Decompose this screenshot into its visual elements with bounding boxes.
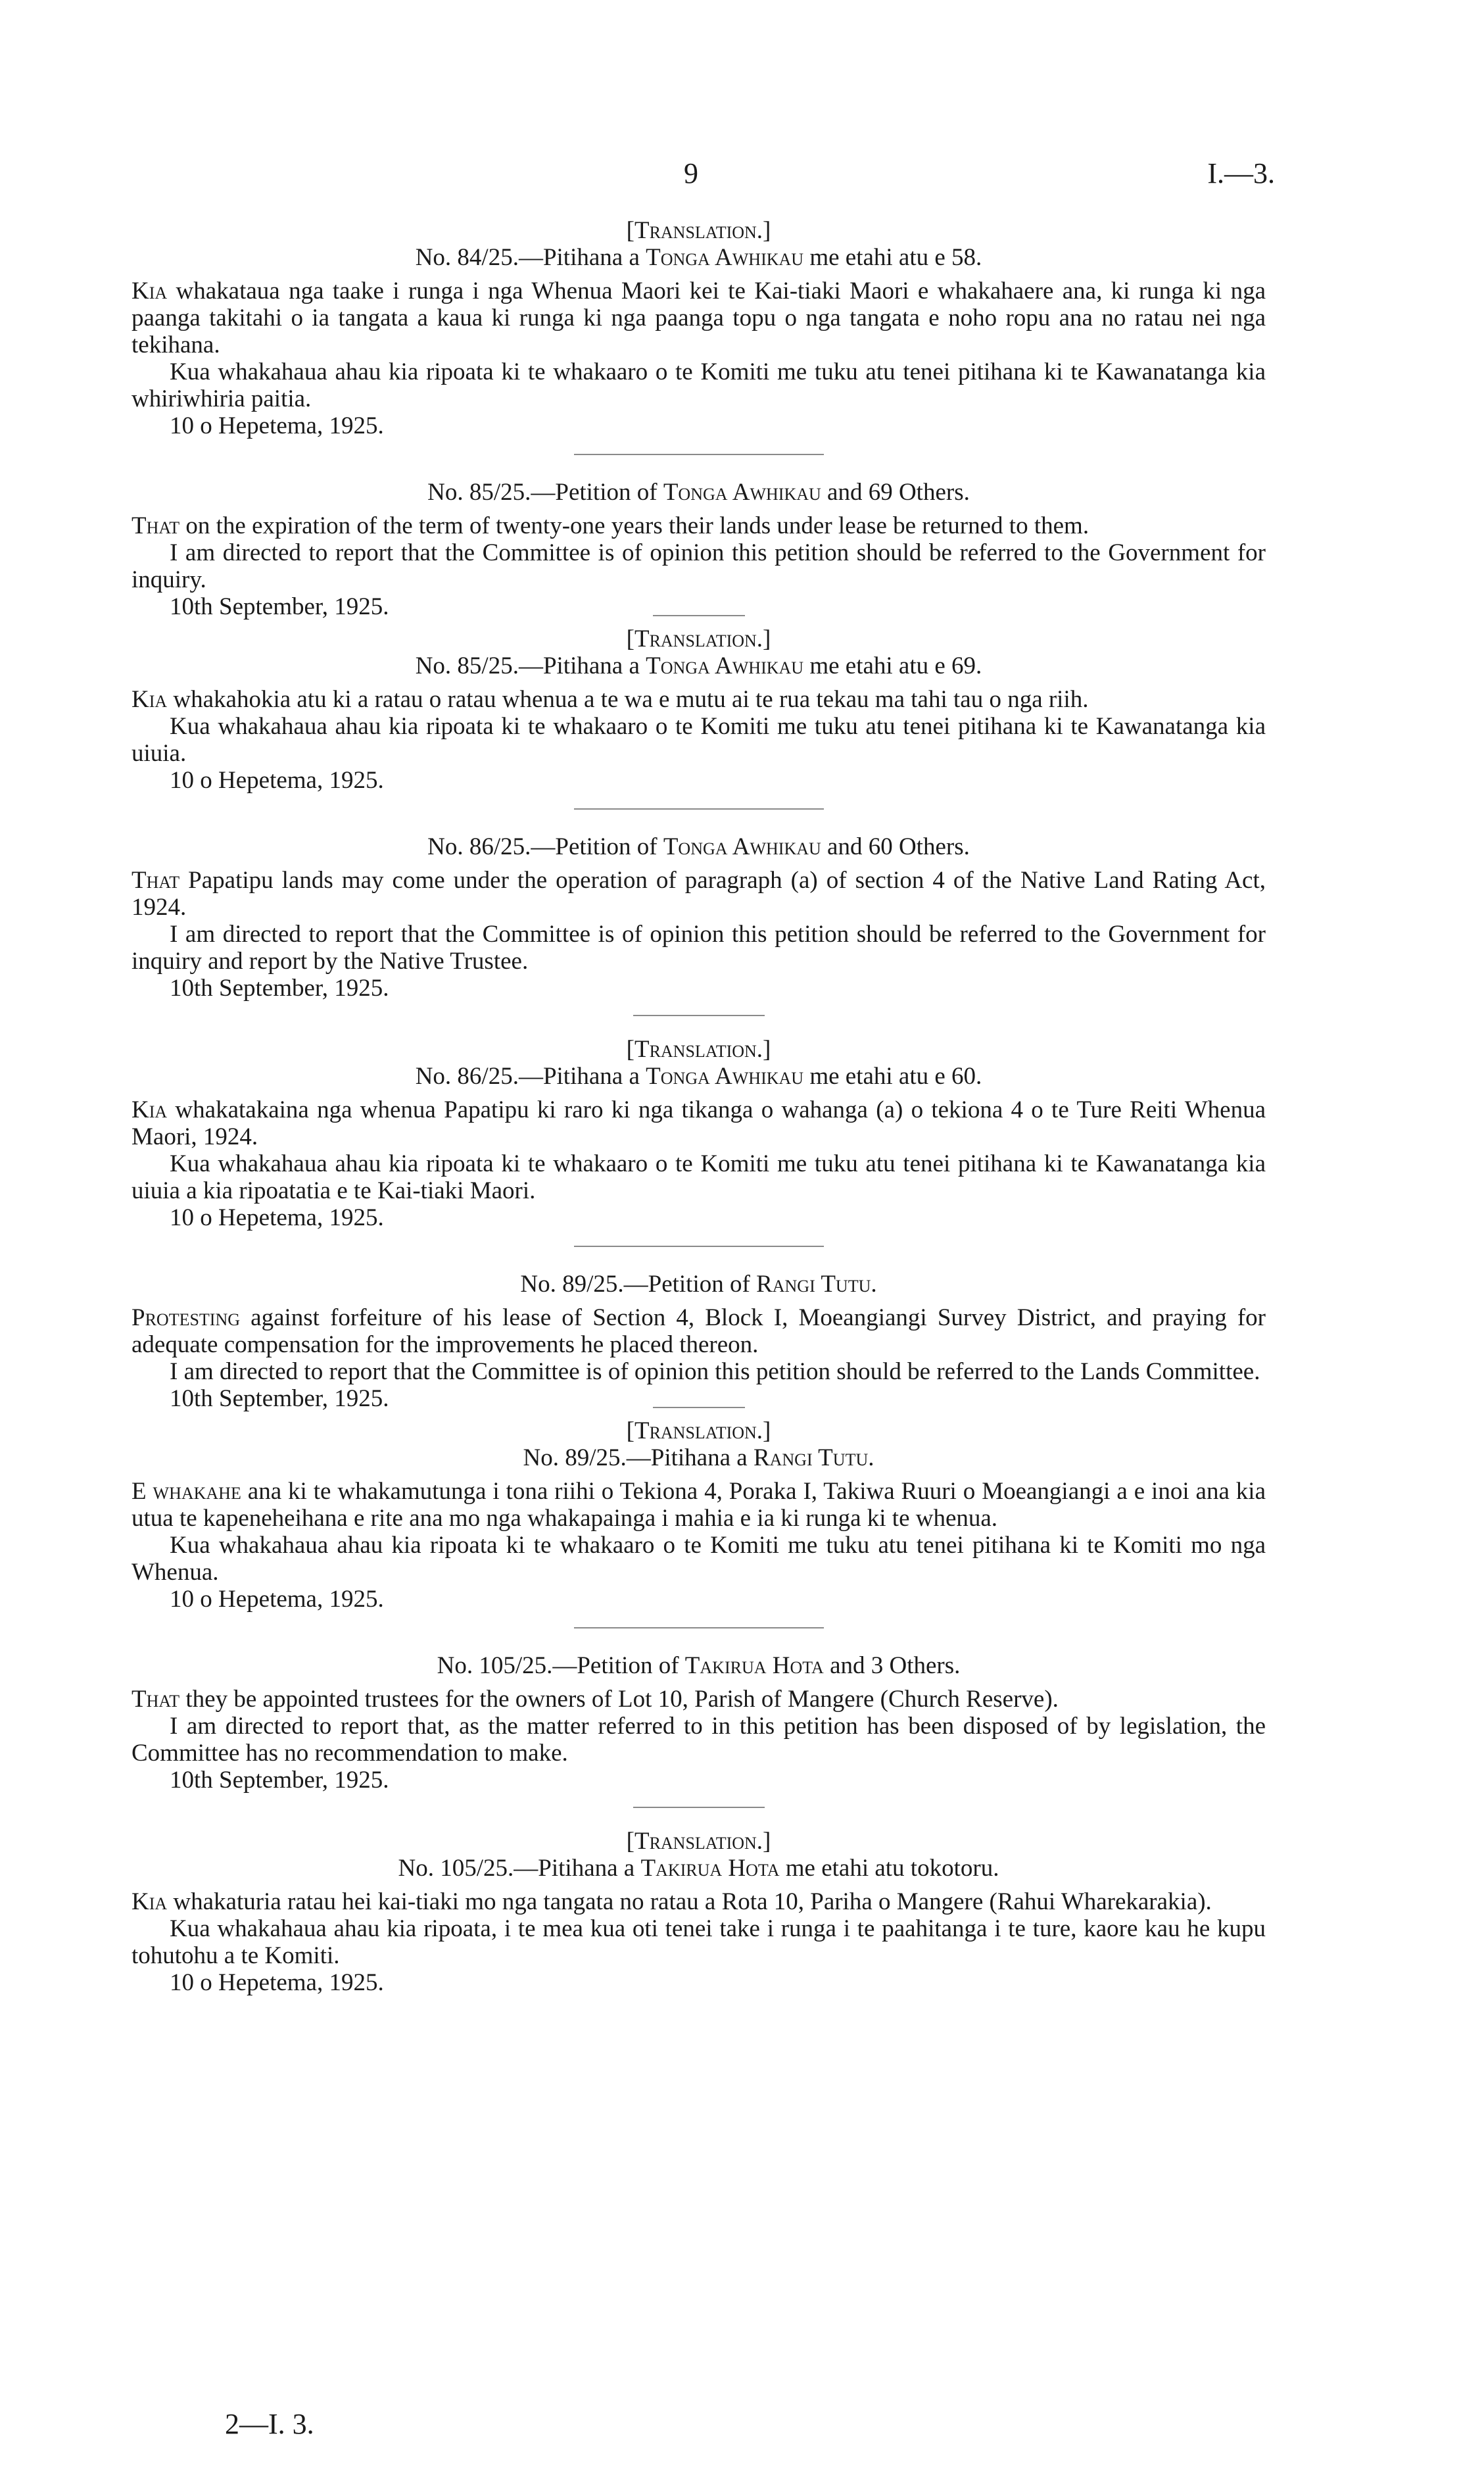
translation-label: [Translation.] — [626, 217, 771, 244]
report-date: 10th September, 1925. — [170, 1385, 389, 1412]
petition-title: No. 89/25.—Petition of Rangi Tutu. — [520, 1271, 877, 1298]
petition-prayer: That Papatipu lands may come under the operation of paragraph (a) of section 4 of the Native Land Rating Act, 1924. — [132, 867, 1266, 921]
petition-entry — [132, 1828, 1266, 1996]
committee-report: I am directed to report that the Committee is of opinion this petition should be referred to the Government for inquiry. — [132, 539, 1266, 593]
petition-prayer: Kia whakataua nga taake i runga i nga Whenua Maori kei te Kai-tiaki Maori e whakahaere ana, ki runga ki nga paanga takitahi o ia tangata a kaua ki runga ki nga paanga topu o nga tangata e noho ropu ana no ratau nei nga tekihana. — [132, 278, 1266, 358]
petition-title: No. 85/25.—Petition of Tonga Awhikau and 69 Others. — [427, 479, 970, 506]
committee-report: Kua whakahaua ahau kia ripoata ki te whakaaro o te Komiti me tuku atu tenei pitihana ki te Kawanatanga kia whiriwhiria paitia. — [132, 358, 1266, 412]
section-divider — [653, 615, 745, 616]
section-divider — [653, 1407, 745, 1408]
petition-entry — [132, 479, 1266, 620]
section-divider — [574, 1627, 824, 1628]
petition-title: No. 89/25.—Pitihana a Rangi Tutu. — [523, 1444, 874, 1471]
petition-entry — [132, 833, 1266, 1002]
section-divider — [633, 1807, 765, 1808]
petition-title: No. 84/25.—Pitihana a Tonga Awhikau me etahi atu e 58. — [415, 244, 982, 271]
report-date: 10 o Hepetema, 1925. — [170, 767, 384, 794]
petition-prayer: That they be appointed trustees for the owners of Lot 10, Parish of Mangere (Church Reserve). — [132, 1686, 1059, 1713]
petition-entry — [132, 625, 1266, 794]
committee-report: I am directed to report that the Committee is of opinion this petition should be referred to the Government for inquiry and report by the Native Trustee. — [132, 921, 1266, 975]
petition-prayer: Protesting against forfeiture of his lease of Section 4, Block I, Moeangiangi Survey District, and praying for adequate compensation for the improvements he placed thereon. — [132, 1304, 1266, 1358]
committee-report: Kua whakahaua ahau kia ripoata ki te whakaaro o te Komiti me tuku atu tenei pitihana ki te Komiti mo nga Whenua. — [132, 1532, 1266, 1586]
report-date: 10th September, 1925. — [170, 1767, 389, 1794]
signature-mark: 2—I. 3. — [225, 2408, 314, 2440]
petition-entry — [132, 1417, 1266, 1613]
petition-entry — [132, 217, 1266, 439]
petition-title: No. 85/25.—Pitihana a Tonga Awhikau me etahi atu e 69. — [415, 652, 982, 679]
document-reference: I.—3. — [1207, 157, 1275, 189]
page-number: 9 — [684, 157, 698, 189]
section-divider — [574, 454, 824, 455]
report-date: 10 o Hepetema, 1925. — [170, 1969, 384, 1996]
petition-title: No. 105/25.—Petition of Takirua Hota and 3 Others. — [437, 1652, 961, 1679]
petition-entry — [132, 1036, 1266, 1231]
section-divider — [574, 808, 824, 810]
report-date: 10th September, 1925. — [170, 593, 389, 620]
translation-label: [Translation.] — [626, 1828, 771, 1855]
committee-report: Kua whakahaua ahau kia ripoata, i te mea kua oti tenei take i runga i te paahitanga i te ture, kaore kau he kupu tohutohu a te Komiti. — [132, 1915, 1266, 1969]
petition-prayer: Kia whakahokia atu ki a ratau o ratau whenua a te wa e mutu ai te rua tekau ma tahi tau o nga riih. — [132, 686, 1089, 713]
petition-prayer: Kia whakaturia ratau hei kai-tiaki mo nga tangata no ratau a Rota 10, Pariha o Mangere (Rahui Wharekarakia). — [132, 1888, 1212, 1915]
petition-title: No. 86/25.—Petition of Tonga Awhikau and 60 Others. — [427, 833, 970, 860]
report-date: 10 o Hepetema, 1925. — [170, 412, 384, 439]
petition-title: No. 86/25.—Pitihana a Tonga Awhikau me etahi atu e 60. — [415, 1063, 982, 1090]
translation-label: [Translation.] — [626, 1036, 771, 1063]
report-date: 10 o Hepetema, 1925. — [170, 1586, 384, 1613]
committee-report: Kua whakahaua ahau kia ripoata ki te whakaaro o te Komiti me tuku atu tenei pitihana ki te Kawanatanga kia uiuia. — [132, 713, 1266, 767]
section-divider — [574, 1246, 824, 1247]
petition-prayer: Kia whakatakaina nga whenua Papatipu ki raro ki nga tikanga o wahanga (a) o tekiona 4 o te Ture Reiti Whenua Maori, 1924. — [132, 1096, 1266, 1150]
petition-prayer: That on the expiration of the term of twenty-one years their lands under lease be returned to them. — [132, 512, 1089, 539]
report-date: 10th September, 1925. — [170, 975, 389, 1002]
petitions-column — [132, 217, 1266, 1996]
committee-report: I am directed to report that the Committee is of opinion this petition should be referred to the Lands Committee. — [170, 1358, 1260, 1385]
translation-label: [Translation.] — [626, 1417, 771, 1444]
translation-label: [Translation.] — [626, 625, 771, 652]
petition-entry — [132, 1652, 1266, 1794]
petition-title: No. 105/25.—Pitihana a Takirua Hota me etahi atu tokotoru. — [398, 1855, 999, 1882]
report-date: 10 o Hepetema, 1925. — [170, 1204, 384, 1231]
petition-prayer: E whakahe ana ki te whakamutunga i tona riihi o Tekiona 4, Poraka I, Takiwa Ruuri o Moeangiangi a e inoi ana kia utua te kapeneheihana e rite ana mo nga whakapainga i mahia e ia ki runga ki te whenua. — [132, 1478, 1266, 1532]
committee-report: Kua whakahaua ahau kia ripoata ki te whakaaro o te Komiti me tuku atu tenei pitihana ki te Kawanatanga kia uiuia a kia ripoatatia e te Kai-tiaki Maori. — [132, 1150, 1266, 1204]
section-divider — [633, 1015, 765, 1016]
petition-entry — [132, 1271, 1266, 1412]
committee-report: I am directed to report that, as the matter referred to in this petition has been disposed of by legislation, the Committee has no recommendation to make. — [132, 1713, 1266, 1767]
